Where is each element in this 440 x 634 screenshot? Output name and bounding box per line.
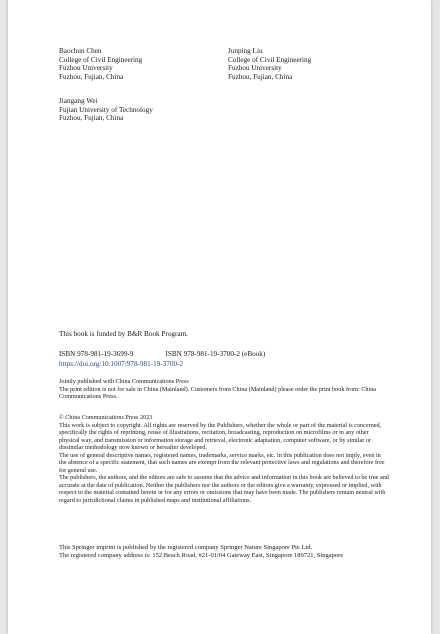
copyright-paragraph: This work is subject to copyright. All rights are reserved by the Publishers, whether the whole or part of the material is concerned, specifically the rights of reprinting, reuse of illustrations, recitation, broadcasting, reproduction on microfilms or in any other physical way, and transmission or information storage and retrieval, electronic adaptation, computer software, or by similar or dissimilar methodology now known or hereafter developed. <box>59 421 382 451</box>
copyright-page <box>8 0 431 634</box>
author-affiliation: Fujian University of Technology <box>59 105 153 114</box>
copyright-paragraph: The use of general descriptive names, registered names, trademarks, service marks, etc. in this publication does not imply, even in the absence of a specific statement, that such names are exempt from the relevant protective laws and regulations and therefore free for general use. <box>59 451 385 474</box>
author-block-2 <box>228 47 311 81</box>
author-block-3 <box>59 97 153 123</box>
author-name: Jiangang Wei <box>59 97 98 105</box>
author-affiliation: College of Civil Engineering <box>228 55 312 64</box>
copyright-line: © China Communications Press 2023 <box>59 414 153 421</box>
author-affiliation: Fuzhou, Fujian, China <box>228 72 293 81</box>
author-name: Junping Liu <box>228 47 263 55</box>
isbn-row <box>59 350 389 359</box>
isbn-print: ISBN 978-981-19-3699-9 <box>59 350 134 358</box>
author-name: Baochun Chen <box>59 47 102 55</box>
author-affiliation: Fuzhou, Fujian, China <box>59 72 124 81</box>
author-block-1 <box>59 47 142 81</box>
joint-line: Jointly published with China Communications Press <box>59 378 189 385</box>
isbn-ebook: ISBN 978-981-19-3700-2 (eBook) <box>165 350 266 358</box>
author-affiliation: Fuzhou University <box>228 64 282 73</box>
funding-note: This book is funded by B&R Book Program. <box>59 330 188 338</box>
copyright-notice <box>59 414 389 504</box>
author-affiliation: College of Civil Engineering <box>59 55 143 64</box>
author-affiliation: Fuzhou University <box>59 64 113 73</box>
imprint-line: This Springer imprint is published by the registered company Springer Nature Singapore Pte Ltd. <box>59 544 313 551</box>
joint-publication-note <box>59 378 389 401</box>
doi-link[interactable]: https://doi.org/10.1007/978-981-19-3700-2 <box>59 360 184 368</box>
copyright-paragraph: The publishers, the authors, and the editors are safe to assume that the advice and information in this book are believed to be true and accurate at the date of publication. Neither the publishers nor the authors or the editors give a warranty, expressed or implied, with respect to the material contained herein or for any errors or omissions that may have been made. The publishers remain neutral with regard to jurisdictional claims in published maps and institutional affiliations. <box>59 474 389 504</box>
imprint-line: The registered company address is: 152 Beach Road, #21-01/04 Gateway East, Singapore 189721, Singapore <box>59 552 344 559</box>
joint-line: The print edition is not for sale in China (Mainland). Customers from China (Mainland) please order the print book from: China Communications Press. <box>59 385 377 400</box>
author-affiliation: Fuzhou, Fujian, China <box>59 114 124 123</box>
imprint-note <box>59 544 389 560</box>
